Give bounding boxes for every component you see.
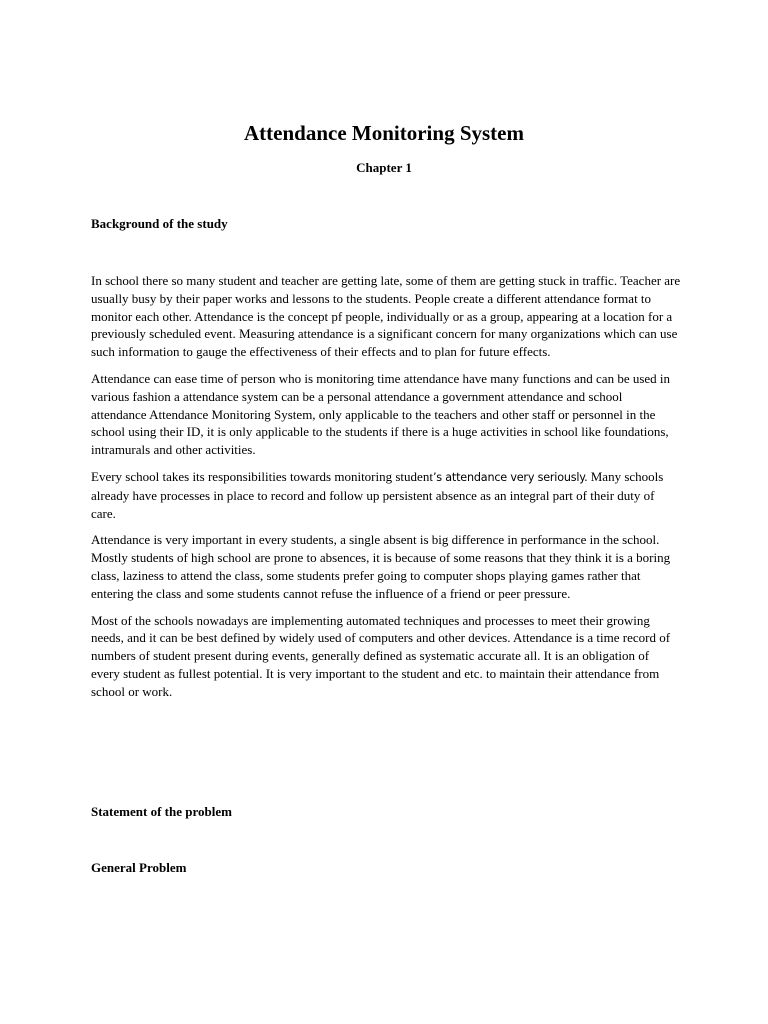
paragraph-3-end: Many schools already have processes in place to record and follow up persistent absence as an integral part of their duty of care.	[91, 468, 664, 521]
paragraph-3	[91, 468, 681, 522]
chapter-label: Chapter 1	[356, 160, 412, 175]
document-title: Attendance Monitoring System	[244, 121, 524, 145]
paragraph-3-start: Every school takes its responsibilities towards monitoring student	[91, 468, 433, 484]
paragraph-1: In school there so many student and teacher are getting late, some of them are getting stuck in traffic. Teacher are usually busy by their paper works and lessons to the students. People create a different attendance format to monitor each other. Attendance is the concept pf people, individually or as a group, appearing at a location for a previously scheduled event. Measuring attendance is a significant concern for many organizations which can use such information to gauge the effectiveness of their effects and to plan for future effects.	[91, 273, 681, 360]
section-heading-background: Background of the study	[91, 216, 228, 231]
paragraph-2: Attendance can ease time of person who is monitoring time attendance have many functions and can be used in various fashion a attendance system can be a personal attendance a government attendance and school attendance Attendance Monitoring System, only applicable to the teachers and other staff or personnel in the school using their ID, it is only applicable to the students if there is a huge activities in school like foundations, intramurals and other activities.	[91, 370, 671, 458]
paragraph-3-sans-run: ’s attendance very seriously.	[432, 470, 588, 484]
paragraph-4: Attendance is very important in every students, a single absent is big difference in performance in the school. Mostly students of high school are prone to absences, it is because of some reasons that they think it is a boring class, laziness to attend the class, some students prefer going to computer shops playing games rather that entering the class and some students cannot refuse the influence of a friend or peer pressure.	[91, 532, 671, 601]
section-heading-statement: Statement of the problem	[91, 804, 232, 819]
section-heading-general-problem: General Problem	[91, 860, 187, 875]
paragraph-5: Most of the schools nowadays are implementing automated techniques and processes to meet their growing needs, and it can be best defined by widely used of computers and other devices. Attendance is a time record of numbers of student present during events, generally defined as systematic accurate all. It is an obligation of every student as fullest potential. It is very important to the student and etc. to maintain their attendance from school or work.	[91, 612, 671, 699]
background-body	[91, 272, 681, 710]
